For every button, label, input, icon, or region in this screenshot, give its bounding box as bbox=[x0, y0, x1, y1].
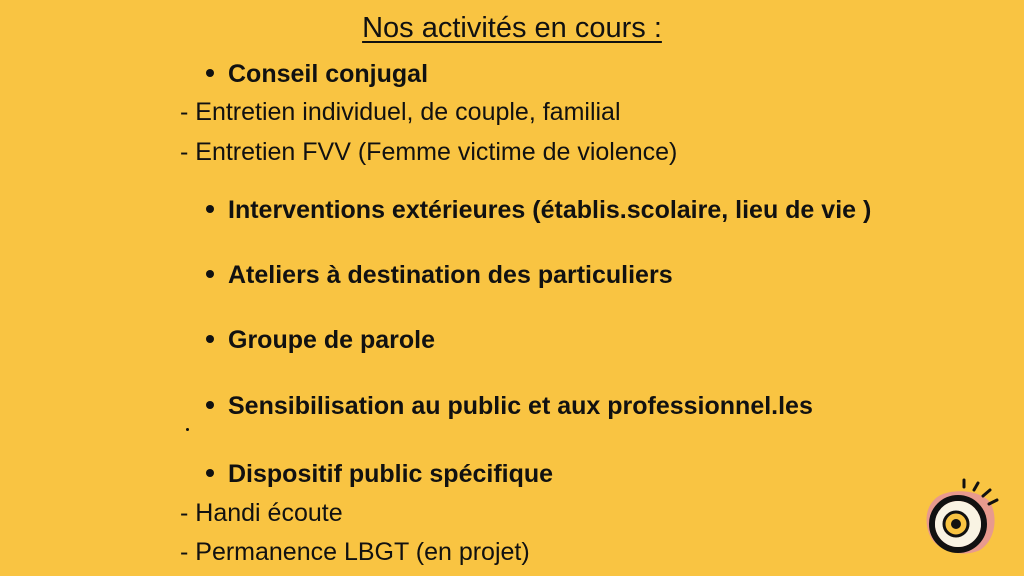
section-heading-groupe-de-parole: Groupe de parole bbox=[206, 326, 435, 355]
stray-dot bbox=[186, 428, 189, 431]
list-item: - Handi écoute bbox=[180, 499, 343, 527]
list-item: - Permanence LBGT (en projet) bbox=[180, 538, 530, 566]
section-heading-conseil-conjugal: Conseil conjugal bbox=[206, 60, 428, 89]
eye-logo-icon bbox=[920, 478, 1000, 558]
section-heading-ateliers: Ateliers à destination des particuliers bbox=[206, 261, 673, 290]
list-item: - Entretien individuel, de couple, familial bbox=[180, 98, 621, 126]
section-heading-dispositif: Dispositif public spécifique bbox=[206, 460, 553, 489]
list-item: - Entretien FVV (Femme victime de violence) bbox=[180, 138, 678, 166]
section-heading-sensibilisation: Sensibilisation au public et aux professionnel.les bbox=[206, 392, 813, 421]
page-title: Nos activités en cours : bbox=[362, 12, 662, 44]
section-heading-interventions: Interventions extérieures (établis.scolaire, lieu de vie ) bbox=[206, 196, 871, 225]
